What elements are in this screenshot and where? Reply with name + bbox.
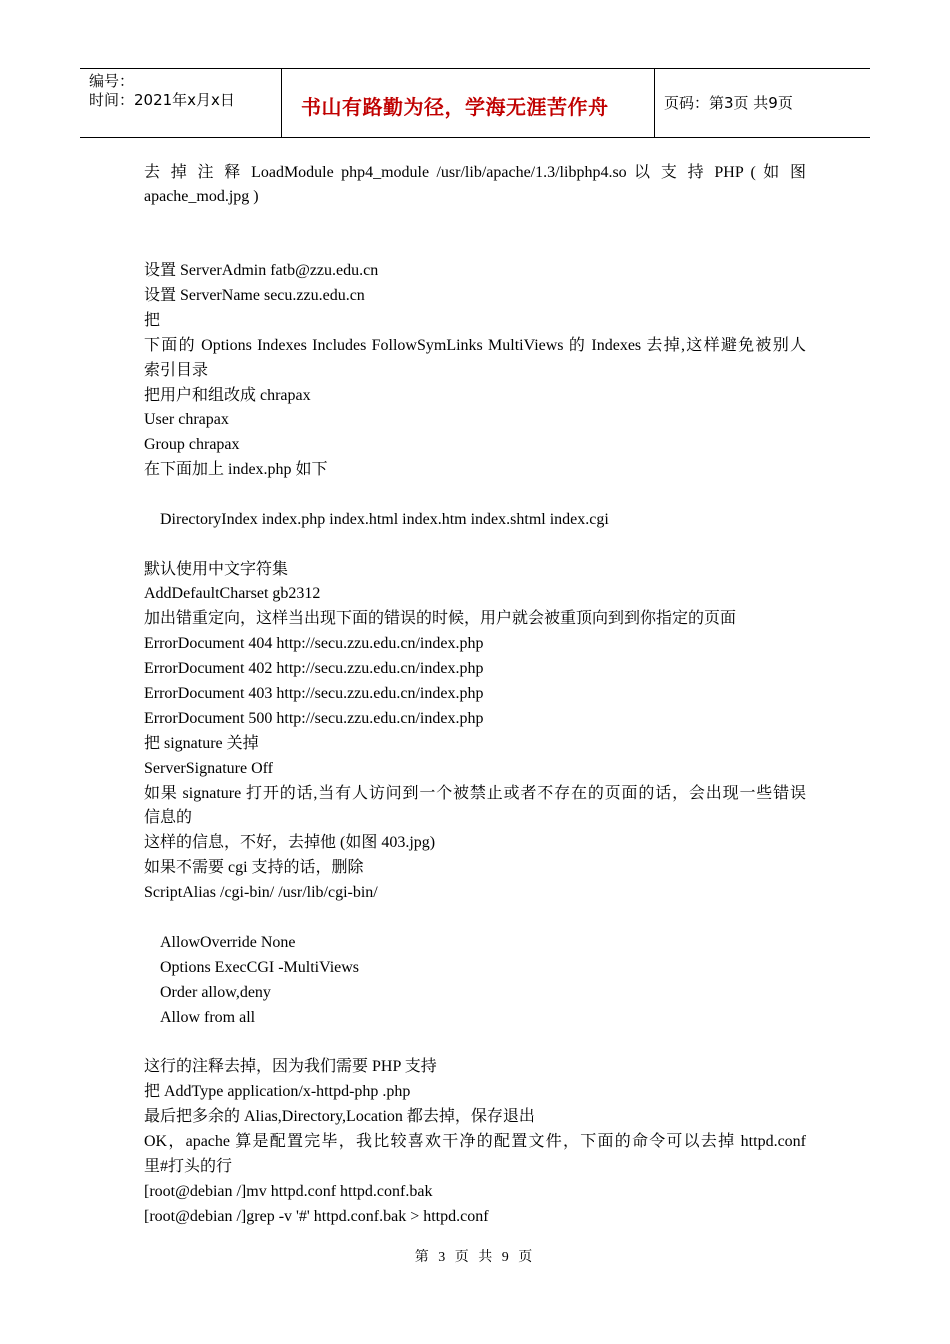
body-line: 把用户和组改成 chrapax — [144, 387, 311, 404]
body-line: OK，apache 算是配置完毕，我比较喜欢干净的配置文件，下面的命令可以去掉 httpd.conf — [144, 1133, 806, 1150]
header-page-label: 页码：第3页 共9页 — [664, 94, 793, 112]
body-line: 这样的信息，不好，去掉他 (如图 403.jpg) — [144, 834, 436, 851]
body-line: ErrorDocument 402 http://secu.zzu.edu.cn/index.php — [144, 660, 484, 677]
header-motto: 书山有路勤为径，学海无涯苦作舟 — [301, 95, 609, 119]
body-line: ErrorDocument 404 http://secu.zzu.edu.cn/index.php — [144, 635, 484, 652]
body-line: 最后把多余的 Alias,Directory,Location 都去掉，保存退出 — [144, 1108, 535, 1125]
body-line: [root@debian /]mv httpd.conf httpd.conf.bak — [144, 1183, 433, 1200]
body-line: 设置 ServerName secu.zzu.edu.cn — [144, 287, 365, 304]
code-line: Options ExecCGI -MultiViews — [160, 959, 360, 976]
body-line: ErrorDocument 500 http://secu.zzu.edu.cn/index.php — [144, 710, 484, 727]
page-footer: 第 3 页 共 9 页 — [414, 1250, 536, 1265]
body-line: User chrapax — [144, 411, 229, 428]
body-line: 把 signature 关掉 — [144, 735, 259, 752]
body-line: ErrorDocument 403 http://secu.zzu.edu.cn/index.php — [144, 685, 484, 702]
document-header — [80, 68, 870, 138]
document-number-label: 编号： — [89, 72, 135, 90]
body-line: 这行的注释去掉，因为我们需要 PHP 支持 — [144, 1058, 437, 1075]
code-line: AllowOverride None — [160, 934, 296, 951]
body-line: 把 — [144, 312, 161, 329]
body-line: 如果不需要 cgi 支持的话，删除 — [144, 859, 364, 876]
code-line: Order allow,deny — [160, 984, 271, 1001]
body-line: ServerSignature Off — [144, 760, 273, 777]
body-line: 加出错重定向，这样当出现下面的错误的时候，用户就会被重顶向到到你指定的页面 — [144, 610, 737, 627]
body-line: 索引目录 — [144, 362, 209, 379]
body-line: 去 掉 注 释 LoadModule php4_module /usr/lib/apache/1.3/libphp4.so 以 支 持 PHP ( 如 图 — [144, 164, 806, 181]
body-line: apache_mod.jpg ) — [144, 188, 259, 205]
code-line: DirectoryIndex index.php index.html index.htm index.shtml index.cgi — [160, 511, 609, 528]
code-line: Allow from all — [160, 1009, 256, 1026]
header-info-cell — [80, 69, 282, 137]
body-line: [root@debian /]grep -v '#' httpd.conf.bak > httpd.conf — [144, 1208, 489, 1225]
body-line: ScriptAlias /cgi-bin/ /usr/lib/cgi-bin/ — [144, 884, 378, 901]
document-date-label: 时间：2021年x月x日 — [89, 91, 235, 109]
body-line: AddDefaultCharset gb2312 — [144, 585, 321, 602]
body-line: 信息的 — [144, 809, 193, 826]
body-line: 把 AddType application/x-httpd-php .php — [144, 1083, 411, 1100]
header-motto-cell — [281, 69, 655, 137]
body-line: Group chrapax — [144, 436, 240, 453]
body-line: 里#打头的行 — [144, 1158, 233, 1175]
body-line: 下面的 Options Indexes Includes FollowSymLinks MultiViews 的 Indexes 去掉,这样避免被别人 — [144, 337, 806, 354]
body-line: 在下面加上 index.php 如下 — [144, 461, 328, 478]
body-line: 默认使用中文字符集 — [144, 561, 289, 578]
body-line: 设置 ServerAdmin fatb@zzu.edu.cn — [144, 262, 379, 279]
header-page-cell — [655, 69, 870, 137]
body-line: 如果 signature 打开的话,当有人访问到一个被禁止或者不存在的页面的话，会出现一些错误 — [144, 785, 806, 802]
